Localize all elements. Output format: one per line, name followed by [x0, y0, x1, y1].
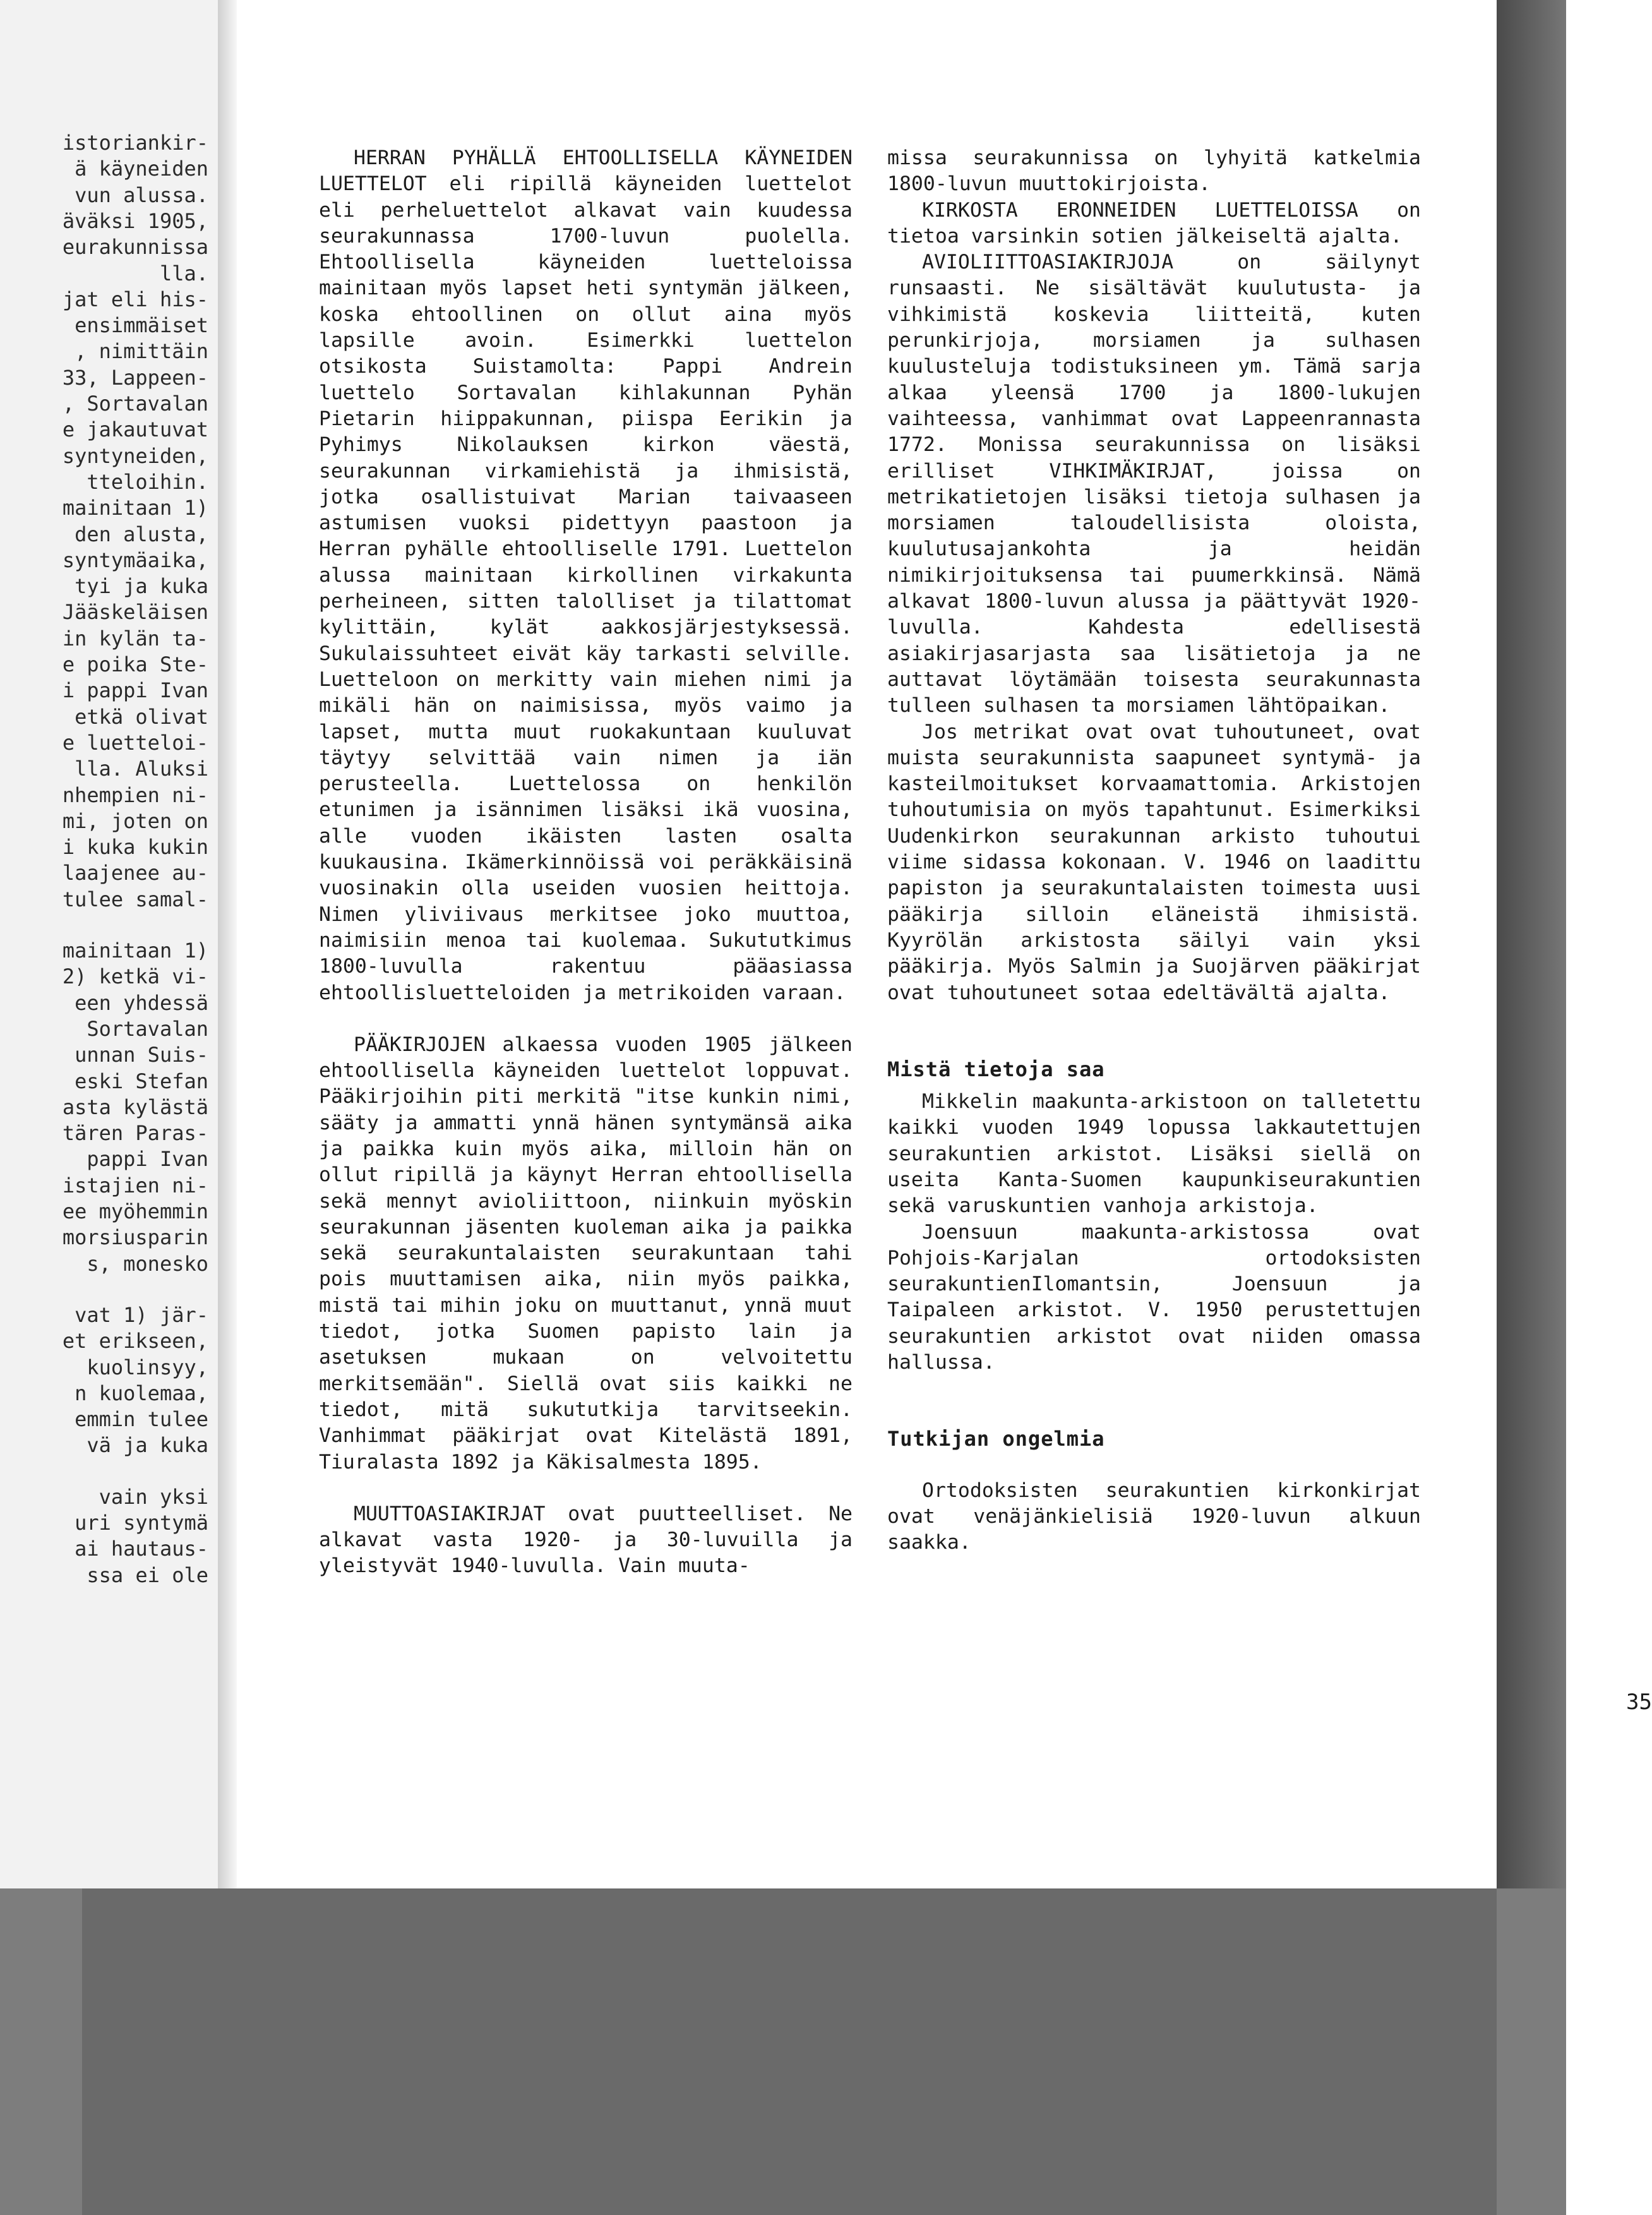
- fragment-line: vat 1) jär-: [75, 1302, 208, 1327]
- fragment-line: Sortavalan: [87, 1016, 208, 1041]
- fragment-line: 33, Lappeen-: [62, 365, 208, 390]
- fragment-line: vun alussa.: [75, 183, 208, 207]
- fragment-line: syntyneiden,: [62, 443, 208, 468]
- page-number: 35: [1626, 1690, 1652, 1715]
- paragraph: MUUTTOASIAKIRJAT ovat puutteelliset. Ne alkavat vasta 1920- ja 30-luvuilla ja yleistyvät 1940-luvulla. Vain muuta-: [319, 1502, 853, 1578]
- text-column-right: [887, 145, 1421, 1556]
- scan-edge-shadow: [1497, 0, 1566, 2215]
- fragment-line: 2) ketkä vi-: [62, 964, 208, 989]
- paragraph: Ortodoksisten seurakuntien kirkonkirjat ovat venäjänkielisiä 1920-luvun alkuun saakka.: [887, 1479, 1421, 1554]
- fragment-line: syntymäaika,: [62, 548, 208, 572]
- fragment-line: tteloihin.: [87, 469, 208, 494]
- fragment-line: een yhdessä: [75, 990, 208, 1015]
- fragment-line: ai hautaus-: [75, 1537, 208, 1561]
- paragraph: KIRKOSTA ERONNEIDEN LUETTELOISSA on tietoa varsinkin sotien jälkeiseltä ajalta.: [887, 198, 1421, 248]
- scan-background: [0, 1888, 1566, 2215]
- fragment-line: vain yksi: [99, 1484, 208, 1509]
- fragment-line: s, monesko: [87, 1251, 208, 1276]
- fragment-line: tyi ja kuka: [75, 574, 208, 599]
- fragment-line: mainitaan 1): [62, 496, 208, 520]
- fragment-line: , nimittäin: [75, 339, 208, 364]
- paragraph: HERRAN PYHÄLLÄ EHTOOLLISELLA KÄYNEIDEN LUETTELOT eli ripillä käyneiden luettelot eli perheluettelot alkavat vain kuudessa seurakunnassa 1700-luvun puolella. Ehtoollisella käyneiden luetteloissa mainitaan myös lapset heti syntymän jälkeen, koska ehtoollinen on ollut aina myös lapsille avoin. Esimerkki luettelon otsikosta Suistamolta: Pappi Andrein luettelo Sortavalan kihlakunnan Pyhän Pietarin hiippakunnan, piispa Eerikin ja Pyhimys Nikolauksen kirkon väestä, seurakunnan virkamiehistä ja ihmisistä, jotka osallistuivat Marian taivaaseen astumisen vuoksi pidettyyn paastoon ja Herran pyhälle ehtoolliselle 1791. Luettelon alussa mainitaan kirkollinen virkakunta perheineen, sitten talolliset ja tilattomat kylittäin, kylät aakkosjärjestyksessä. Sukulaissuhteet eivät käy tarkasti selville. Luetteloon on merkitty vain miehen nimi ja mikäli hän on naimisissa, myös vaimo ja lapset, mutta muut ruokakuntaan kuuluvat täytyy selvittää vain nimen ja iän perusteella. Luettelossa on henkilön etunimen ja isännimen lisäksi ikä vuosina, alle vuoden ikäisten lasten osalta kuukausina. Ikämerkinnöissä voi peräkkäisinä vuosinakin olla useiden vuosien heittoja. Nimen yliviivaus merkitsee joko muuttoa, naimisiin menoa tai kuolemaa. Sukututkimus 1800-luvulla rakentuu pääasiassa ehtoollisluetteloiden ja metrikoiden varaan.: [319, 147, 853, 1004]
- fragment-line: ä käyneiden: [75, 157, 208, 181]
- paragraph: PÄÄKIRJOJEN alkaessa vuoden 1905 jälkeen ehtoollisella käyneiden luettelot loppuvat. Pääkirjoihin piti merkitä "itse kunkin nimi, sääty ja ammatti ynnä hänen syntymänsä aika ja paikka kuin myös aika, milloin hän on ollut ripillä ja käynyt Herran ehtoollisella sekä mennyt avioliittoon, niinkuin myöskin seurakunnan jäsenten kuoleman aika ja paikka sekä seurakuntalaisten seurakuntaan tahi pois muuttamisen aika, niin myös paikka, mistä tai mihin joku on muuttanut, ynnä muut tiedot, jotka Suomen papisto lain ja asetuksen mukaan on velvoitettu merkitsemään". Siellä ovat siis kaikki ne tiedot, mitä sukututkija tarvitseekin. Vanhimmat pääkirjat ovat Kitelästä 1891, Tiuralasta 1892 ja Käkisalmesta 1895.: [319, 1033, 853, 1474]
- fragment-line: tulee samal-: [62, 887, 208, 911]
- paragraph: Jos metrikat ovat ovat tuhoutuneet, ovat muista seurakunnista saapuneet syntymä- ja kasteilmoitukset korvaamattomia. Arkistojen tuhoutumisia on myös tapahtunut. Esimerkiksi Uudenkirkon seurakunnan arkisto tuhoutui viime sidassa kokonaan. V. 1946 on laadittu papiston ja seurakuntalaisten toimesta uusi pääkirja silloin eläneistä ihmisistä. Kyyrölän arkistosta säilyi vain yksi pääkirja. Myös Salmin ja Suojärven pääkirjat ovat tuhoutuneet sotaa edeltävältä ajalta.: [887, 720, 1421, 1004]
- fragment-line: Jääskeläisen: [62, 600, 208, 625]
- fragment-line: eurakunnissa: [62, 235, 208, 260]
- section-heading: Tutkijan ongelmia: [887, 1427, 1105, 1451]
- fragment-line: laajenee au-: [62, 861, 208, 885]
- fragment-line: ensimmäiset: [75, 313, 208, 338]
- fragment-line: äväksi 1905,: [62, 208, 208, 233]
- fragment-line: eski Stefan: [75, 1069, 208, 1093]
- fragment-line: nhempien ni-: [62, 783, 208, 807]
- book-gutter: [218, 0, 237, 1895]
- text-column-left: [319, 145, 853, 1580]
- paragraph: Mikkelin maakunta-arkistoon on talletettu kaikki vuoden 1949 lopussa lakkautettujen seurakuntien arkistot. Lisäksi siellä on useita Kanta-Suomen kaupunkiseurakuntien sekä varuskuntien vanhoja arkistoja.: [887, 1090, 1421, 1218]
- fragment-line: i pappi Ivan: [62, 678, 208, 703]
- fragment-line: emmin tulee: [75, 1407, 208, 1432]
- fragment-line: istoriankir-: [62, 131, 208, 155]
- fragment-line: vä ja kuka: [87, 1433, 208, 1458]
- fragment-line: den alusta,: [75, 522, 208, 546]
- fragment-line: etkä olivat: [75, 704, 208, 729]
- paragraph: missa seurakunnissa on lyhyitä katkelmia 1800-luvun muuttokirjoista.: [887, 147, 1421, 196]
- fragment-line: uri syntymä: [75, 1511, 208, 1535]
- fragment-line: lla. Aluksi: [75, 757, 208, 781]
- fragment-line: i kuka kukin: [62, 835, 208, 860]
- facing-page-fragment: [0, 0, 227, 1895]
- fragment-line: asta kylästä: [62, 1095, 208, 1119]
- fragment-line: n kuolemaa,: [75, 1381, 208, 1405]
- fragment-line: unnan Suis-: [75, 1043, 208, 1067]
- fragment-line: e luetteloi-: [62, 730, 208, 755]
- fragment-line: istajien ni-: [62, 1173, 208, 1198]
- fragment-line: , Sortavalan: [62, 392, 208, 416]
- fragment-line: et erikseen,: [62, 1329, 208, 1354]
- paragraph: Joensuun maakunta-arkistossa ovat Pohjois-Karjalan ortodoksisten seurakuntienIlomantsin, Joensuun ja Taipaleen arkistot. V. 1950 perustettujen seurakuntien arkistot ovat niiden omassa hallussa.: [887, 1220, 1421, 1374]
- fragment-line: e jakautuvat: [62, 417, 208, 442]
- paragraph: AVIOLIITTOASIAKIRJOJA on säilynyt runsaasti. Ne sisältävät kuulutusta- ja vihkimistä koskevia liitteitä, kuten perunkirjoja, morsiamen ja sulhasen kuulusteluja todistuksineen ym. Tämä sarja alkaa yleensä 1700 ja 1800-lukujen vaihteessa, vanhimmat ovat Lappeenrannasta 1772. Monissa seurakunnissa on lisäksi erilliset VIHKIMÄKIRJAT, joissa on metrikatietojen lisäksi tietoja sulhasen ja morsiamen taloudellisista oloista, kuulutusajankohta ja heidän nimikirjoituksensa tai puumerkkinsä. Nämä alkavat 1800-luvun alussa ja päättyvät 1920-luvulla. Kahdesta edellisestä asiakirjasarjasta saa lisätietoja ja ne auttavat löytämään toisesta seurakunnasta tulleen sulhasen ta morsiamen lähtöpaikan.: [887, 251, 1421, 717]
- fragment-line: jat eli his-: [62, 287, 208, 311]
- fragment-line: mainitaan 1): [62, 939, 208, 963]
- fragment-line: in kylän ta-: [62, 626, 208, 651]
- fragment-line: kuolinsyy,: [87, 1355, 208, 1379]
- fragment-line: tären Paras-: [62, 1121, 208, 1146]
- fragment-line: morsiusparin: [62, 1225, 208, 1250]
- fragment-line: e poika Ste-: [62, 652, 208, 676]
- fragment-line: ee myöhemmin: [62, 1199, 208, 1223]
- fragment-line: ssa ei ole: [87, 1563, 208, 1587]
- book-page: [237, 0, 1652, 1895]
- fragment-line: lla.: [159, 261, 208, 285]
- fragment-line: mi, joten on: [62, 808, 208, 833]
- section-heading: Mistä tietoja saa: [887, 1057, 1105, 1081]
- fragment-line: pappi Ivan: [87, 1147, 208, 1172]
